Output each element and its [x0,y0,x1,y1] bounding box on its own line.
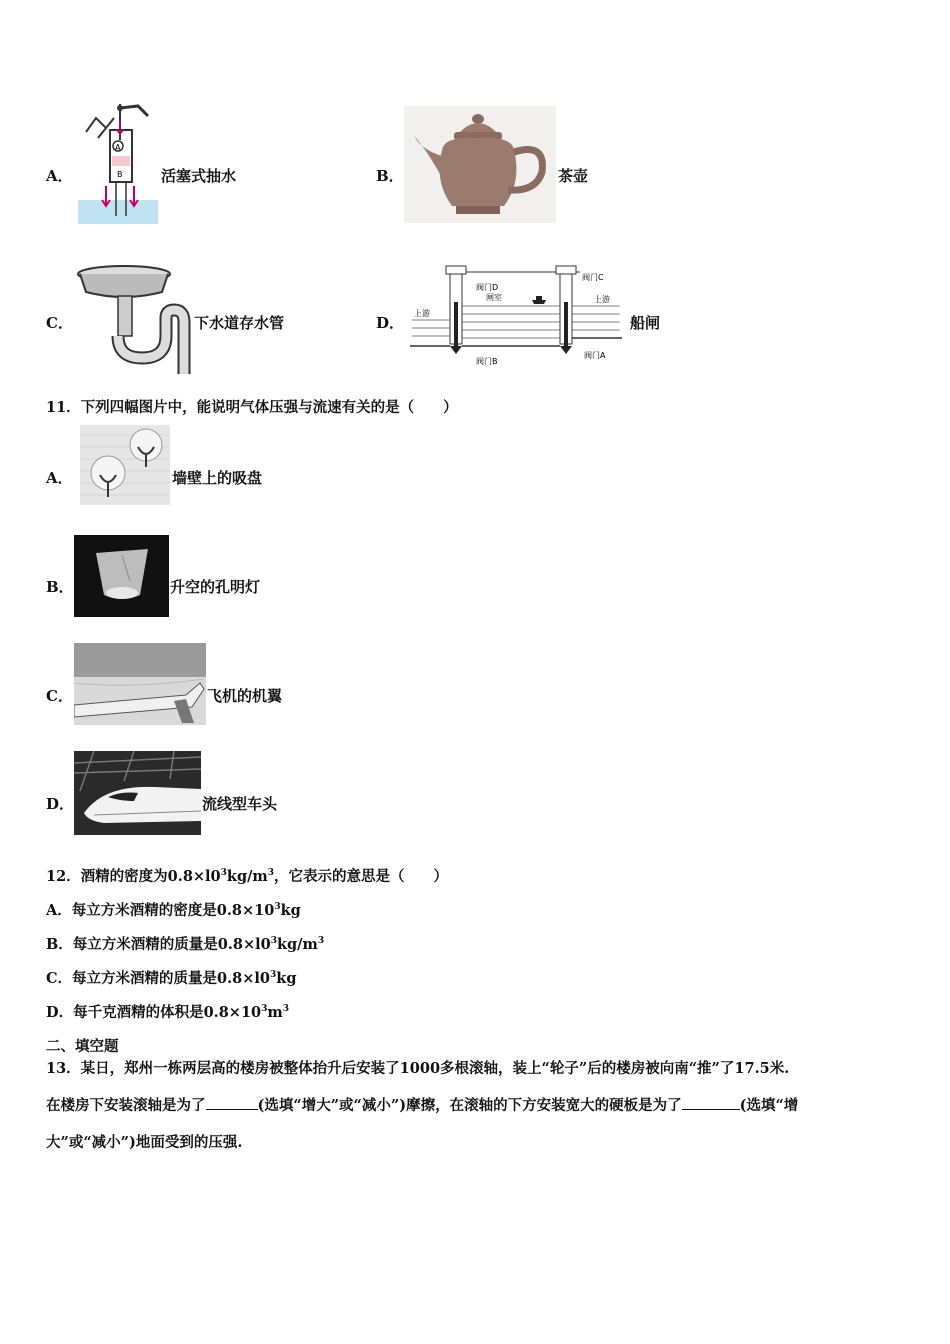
q10-option-c-caption: 下水道存水管 [194,314,285,332]
q11-option-a-letter: A． [46,469,73,487]
q10-option-a-caption: 活塞式抽水 [161,167,237,185]
lock-label-c: 阀门C [582,273,604,282]
section-title: 二、填空题 [46,1038,119,1055]
q10-option-d-letter: D． [376,314,405,332]
lock-label-b: 阀门B [476,357,498,366]
lock-label-a: 阀门A [584,351,606,360]
q11-option-d-letter: D． [46,795,75,813]
q13-line-3: 大”或“减小”)地面受到的压强. [46,1134,243,1151]
q12-option-c: C．每立方米酒精的质量是$0.8\times l0^3kg$ [46,970,297,987]
q13-blank-2[interactable] [682,1095,740,1110]
q13-text [46,1050,906,1161]
q11-option-c-letter: C． [46,687,73,705]
teapot-image [404,106,556,223]
lock-label-downstream: 上游 [414,309,430,318]
pump-label-a: A [115,143,121,152]
q10-option-a-letter: A． [46,167,73,185]
q13-line-1: 13．某日，郑州一栋两层高的楼房被整体抬升后安装了1000多根滚轴，装上“轮子”后的楼房被向南“推”了17.5米. [46,1060,790,1077]
suction-cup-image [80,425,170,505]
q11-option-d-caption: 流线型车头 [202,795,278,813]
pump-label-b: B [117,170,123,179]
lock-label-d: 阀门D [476,283,499,292]
q12-stem: 12．酒精的密度为$0.8\times l0^3kg/m^3$，它表示的意思是（ ） [46,868,449,885]
q11-option-b-caption: 升空的孔明灯 [170,578,261,596]
q10-option-c-letter: C． [46,314,73,332]
q11-stem: 11．下列四幅图片中，能说明气体压强与流速有关的是（ ） [46,399,458,416]
airplane-wing-image [74,643,206,725]
q11-option-a-caption: 墙壁上的吸盘 [172,469,263,487]
lock-label-upstream: 上游 [594,295,610,304]
q13-line-2: 在楼房下安装滚轴是为了 (选填“增大”或“减小”)摩擦，在滚轴的下方安装宽大的硬板是为了 (选填“增 [46,1097,799,1114]
ship-lock-image [410,262,622,370]
q12-option-b: B．每立方米酒精的质量是$0.8\times l0^3kg/m^3$ [46,936,325,953]
q10-option-b-caption: 茶壶 [558,167,589,185]
q10-option-d-caption: 船闸 [630,314,661,332]
drain-trap-image [76,262,194,374]
q11-option-c-caption: 飞机的机翼 [207,687,283,705]
q12-option-a: A．每立方米酒精的密度是$0.8\times 10^3kg$ [46,902,301,919]
lock-label-chamber: 闸室 [486,293,502,302]
piston-pump-image [76,100,160,224]
streamlined-train-image [74,751,201,835]
q11-option-b-letter: B． [46,578,74,596]
q13-blank-1[interactable] [206,1095,258,1110]
sky-lantern-image [74,535,169,617]
q12-option-d: D．每千克酒精的体积是$0.8\times 10^3m^3$ [46,1004,290,1021]
q10-option-b-letter: B． [376,167,404,185]
